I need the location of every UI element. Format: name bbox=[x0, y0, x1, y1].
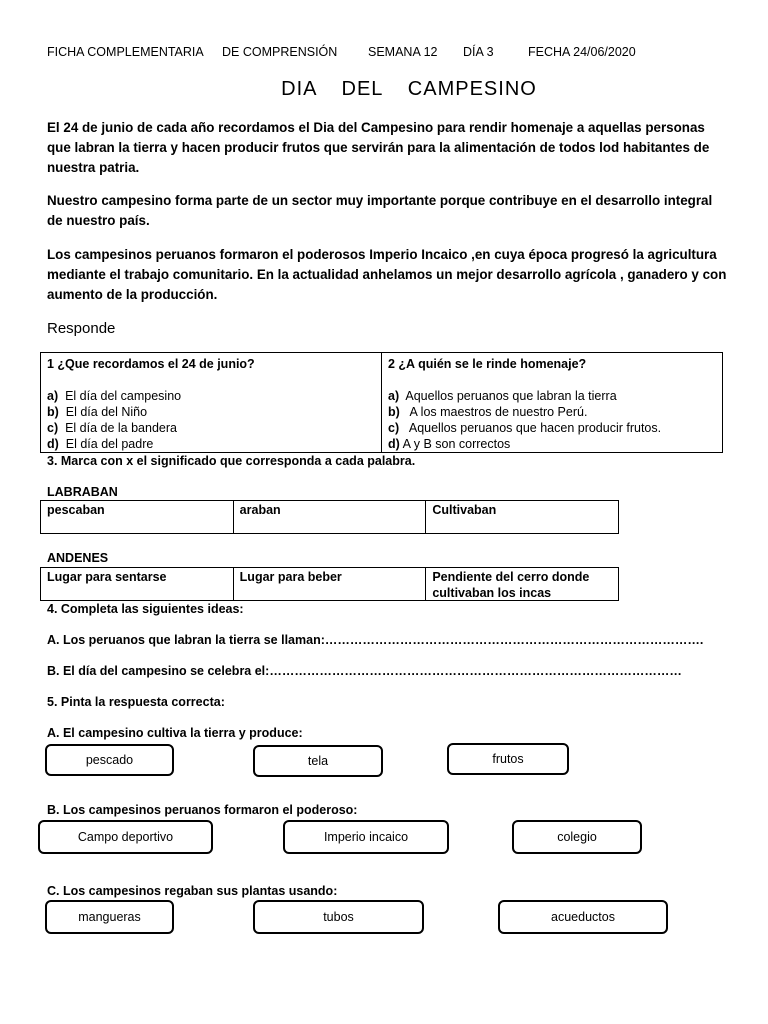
q2-option-d[interactable] bbox=[388, 436, 716, 452]
option-text: Aquellos peruanos que hacen producir frutos. bbox=[408, 421, 662, 435]
answer-acueductos[interactable]: acueductos bbox=[498, 900, 668, 934]
option-letter: b) bbox=[47, 405, 59, 419]
question-2: 2 ¿A quién se le rinde homenaje? bbox=[388, 357, 587, 371]
word-andenes: ANDENES bbox=[47, 551, 109, 565]
answer-campo-deportivo[interactable]: Campo deportivo bbox=[38, 820, 213, 854]
option-letter: a) bbox=[47, 389, 59, 403]
labraban-option-3[interactable]: Cultivaban bbox=[425, 501, 618, 533]
q1-option-c[interactable] bbox=[47, 420, 375, 436]
question-5b: B. Los campesinos peruanos formaron el poderoso: bbox=[47, 803, 358, 817]
q1-option-a[interactable] bbox=[47, 388, 375, 404]
questions-table bbox=[40, 352, 723, 453]
option-text: A los maestros de nuestro Perú. bbox=[409, 405, 588, 419]
question-5c: C. Los campesinos regaban sus plantas usando: bbox=[47, 884, 338, 898]
question-4b[interactable]: B. El día del campesino se celebra el:……………………………………………………………………………………… bbox=[47, 664, 682, 678]
paragraph-2: Nuestro campesino forma parte de un sector muy importante porque contribuye en el desarrollo integral de nuestro país. bbox=[47, 193, 713, 228]
labraban-option-2[interactable]: araban bbox=[233, 501, 426, 533]
option-letter: b) bbox=[388, 405, 400, 419]
question-1: 1 ¿Que recordamos el 24 de junio? bbox=[47, 357, 255, 371]
option-text: El día del padre bbox=[65, 437, 154, 451]
question-1-cell bbox=[41, 353, 381, 452]
answer-imperio-incaico[interactable]: Imperio incaico bbox=[283, 820, 449, 854]
q2-option-b[interactable] bbox=[388, 404, 716, 420]
question-2-cell bbox=[381, 353, 722, 452]
question-3: 3. Marca con x el significado que corresponda a cada palabra. bbox=[47, 454, 416, 468]
q1-option-b[interactable] bbox=[47, 404, 375, 420]
option-text: El día del Niño bbox=[65, 405, 148, 419]
answer-tubos[interactable]: tubos bbox=[253, 900, 424, 934]
answer-mangueras[interactable]: mangueras bbox=[45, 900, 174, 934]
answer-frutos[interactable]: frutos bbox=[447, 743, 569, 775]
option-text: El día de la bandera bbox=[65, 421, 177, 435]
word-labraban: LABRABAN bbox=[47, 485, 118, 499]
header-dia: DÍA 3 bbox=[463, 45, 494, 59]
option-letter: c) bbox=[47, 421, 59, 435]
q2-option-a[interactable] bbox=[388, 388, 716, 404]
andenes-table bbox=[40, 567, 619, 601]
question-5: 5. Pinta la respuesta correcta: bbox=[47, 695, 225, 709]
andenes-option-3[interactable]: Pendiente del cerro donde cultivaban los incas bbox=[425, 568, 618, 600]
labraban-table bbox=[40, 500, 619, 534]
question-4: 4. Completa las siguientes ideas: bbox=[47, 602, 244, 616]
header-semana: SEMANA 12 bbox=[368, 45, 438, 59]
q2-option-c[interactable] bbox=[388, 420, 716, 436]
option-letter: a) bbox=[388, 389, 400, 403]
option-letter: c) bbox=[388, 421, 400, 435]
labraban-option-1[interactable]: pescaban bbox=[47, 503, 105, 517]
option-text: El día del campesino bbox=[65, 389, 182, 403]
question-5a: A. El campesino cultiva la tierra y produce: bbox=[47, 726, 303, 740]
option-text: A y B son correctos bbox=[402, 437, 511, 451]
q1-option-d[interactable] bbox=[47, 436, 375, 452]
answer-tela[interactable]: tela bbox=[253, 745, 383, 777]
option-text: Aquellos peruanos que labran la tierra bbox=[405, 389, 617, 403]
andenes-option-1[interactable]: Lugar para sentarse bbox=[47, 570, 167, 584]
paragraph-1: El 24 de junio de cada año recordamos el Dia del Campesino para rendir homenaje a aquellas personas que labran la tierra y hacen producir frutos que servirán para la alimentación de todos lod habitantes de nuestra patria. bbox=[47, 120, 710, 175]
andenes-option-2[interactable]: Lugar para beber bbox=[233, 568, 426, 600]
answer-pescado[interactable]: pescado bbox=[45, 744, 174, 776]
header-fecha: FECHA 24/06/2020 bbox=[528, 45, 636, 59]
responde-heading: Responde bbox=[47, 320, 116, 337]
option-letter: d) bbox=[47, 437, 59, 451]
page-title: DIA DEL CAMPESINO bbox=[281, 78, 537, 100]
paragraph-3: Los campesinos peruanos formaron el poderosos Imperio Incaico ,en cuya época progresó la agricultura mediante el trabajo comunitario. En la actualidad anhelamos un mejor desarrollo agrícola , ganadero y con aumento de la producción. bbox=[47, 247, 727, 302]
header-tipo: DE COMPRENSIÓN bbox=[222, 45, 338, 59]
question-4a[interactable]: A. Los peruanos que labran la tierra se llaman:………………………………………………………………………………. bbox=[47, 633, 704, 647]
header-ficha: FICHA COMPLEMENTARIA bbox=[47, 45, 204, 59]
answer-colegio[interactable]: colegio bbox=[512, 820, 642, 854]
option-letter: d) bbox=[388, 437, 400, 451]
